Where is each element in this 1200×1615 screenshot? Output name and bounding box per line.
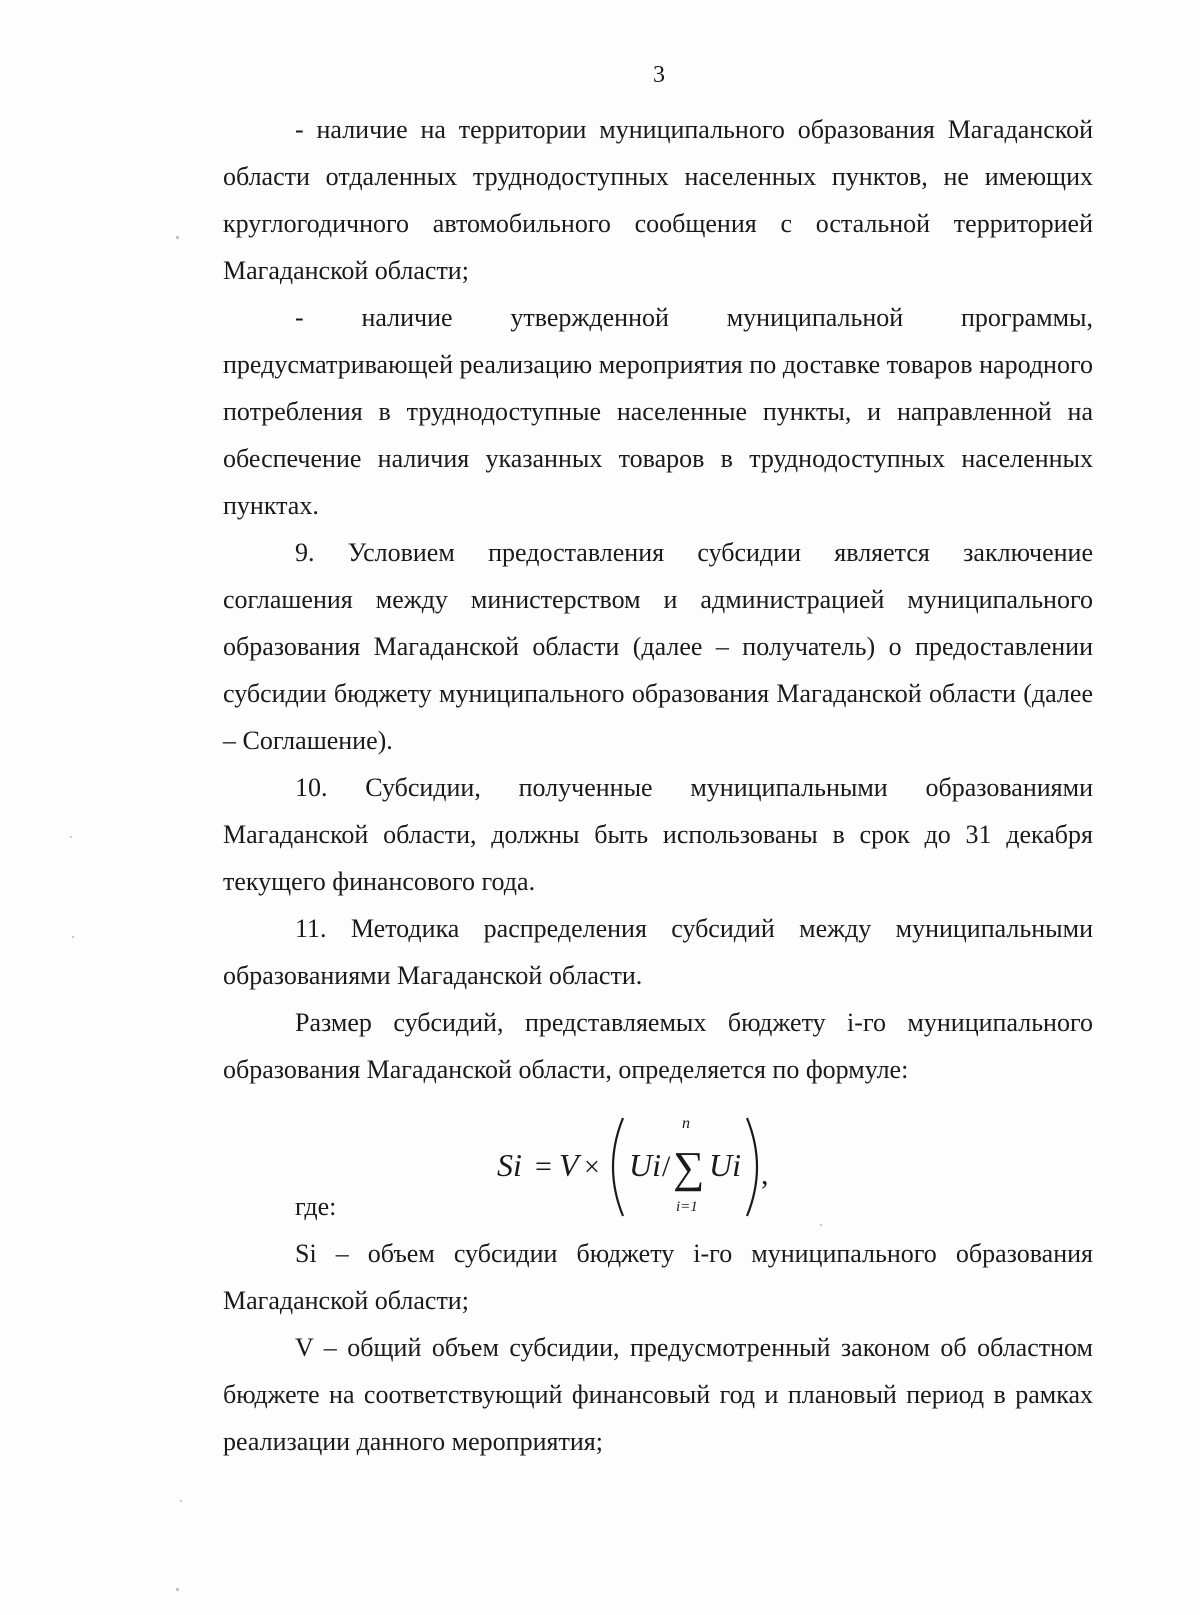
- page-number: 3: [653, 62, 665, 88]
- formula-sigma: ∑: [673, 1143, 705, 1192]
- paragraph-item-10: 10. Субсидии, полученные муниципальными образованиями Магаданской области, должны быть использованы в срок до 31 декабря текущего финансового года.: [223, 773, 1093, 896]
- scan-speck: [70, 836, 72, 838]
- paragraph-subsidy-size: Размер субсидий, представляемых бюджету i-го муниципального образования Магаданской области, определяется по формуле:: [223, 1008, 1093, 1084]
- paragraph-where: где:: [295, 1192, 337, 1221]
- scan-speck: [72, 936, 74, 938]
- formula-equals: =: [535, 1150, 552, 1183]
- formula-v: V: [559, 1147, 579, 1183]
- text-block-bottom: [223, 1183, 1093, 1465]
- paragraph-item-9: 9. Условием предоставления субсидии является заключение соглашения между министерством и администрацией муниципального образования Магаданской области (далее – получатель) о предоставлении субсидии бюджету муниципального образования Магаданской области (далее – Соглашение).: [223, 538, 1093, 755]
- formula-upper-limit: n: [682, 1115, 690, 1132]
- paragraph-si-definition: Si – объем субсидии бюджету i-го муниципального образования Магаданской области;: [223, 1239, 1093, 1315]
- formula-times: ×: [584, 1152, 600, 1183]
- scan-speck: [820, 1224, 822, 1226]
- paragraph-item-11: 11. Методика распределения субсидий между муниципальными образованиями Магаданской области.: [223, 914, 1093, 990]
- paragraph-municipal-program: - наличие утвержденной муниципальной программы, предусматривающей реализацию мероприятия по доставке товаров народного потребления в труднодоступные населенные пункты, и направленной на обеспечение наличия указанных товаров в труднодоступных населенных пунктах.: [223, 303, 1093, 520]
- formula-slash: /: [662, 1150, 671, 1183]
- paragraph-remote-settlements: - наличие на территории муниципального образования Магаданской области отдаленных труднодоступных населенных пунктов, не имеющих круглогодичного автомобильного сообщения с остальной территорией Магаданской области;: [223, 115, 1093, 285]
- paragraph-v-definition: V – общий объем субсидии, предусмотренный законом об областном бюджете на соответствующий финансовый год и плановый период в рамках реализации данного мероприятия;: [223, 1333, 1093, 1456]
- formula-numerator: Ui: [629, 1147, 661, 1183]
- formula-si: Si: [497, 1147, 522, 1183]
- scan-speck: [176, 236, 179, 239]
- formula-lower-limit: i=1: [676, 1199, 698, 1215]
- formula-comma: ,: [761, 1158, 769, 1191]
- scan-speck: [176, 1588, 179, 1591]
- text-block-top: [223, 106, 1093, 1093]
- scan-speck: [180, 1500, 182, 1502]
- formula-sum-term: Ui: [709, 1147, 741, 1183]
